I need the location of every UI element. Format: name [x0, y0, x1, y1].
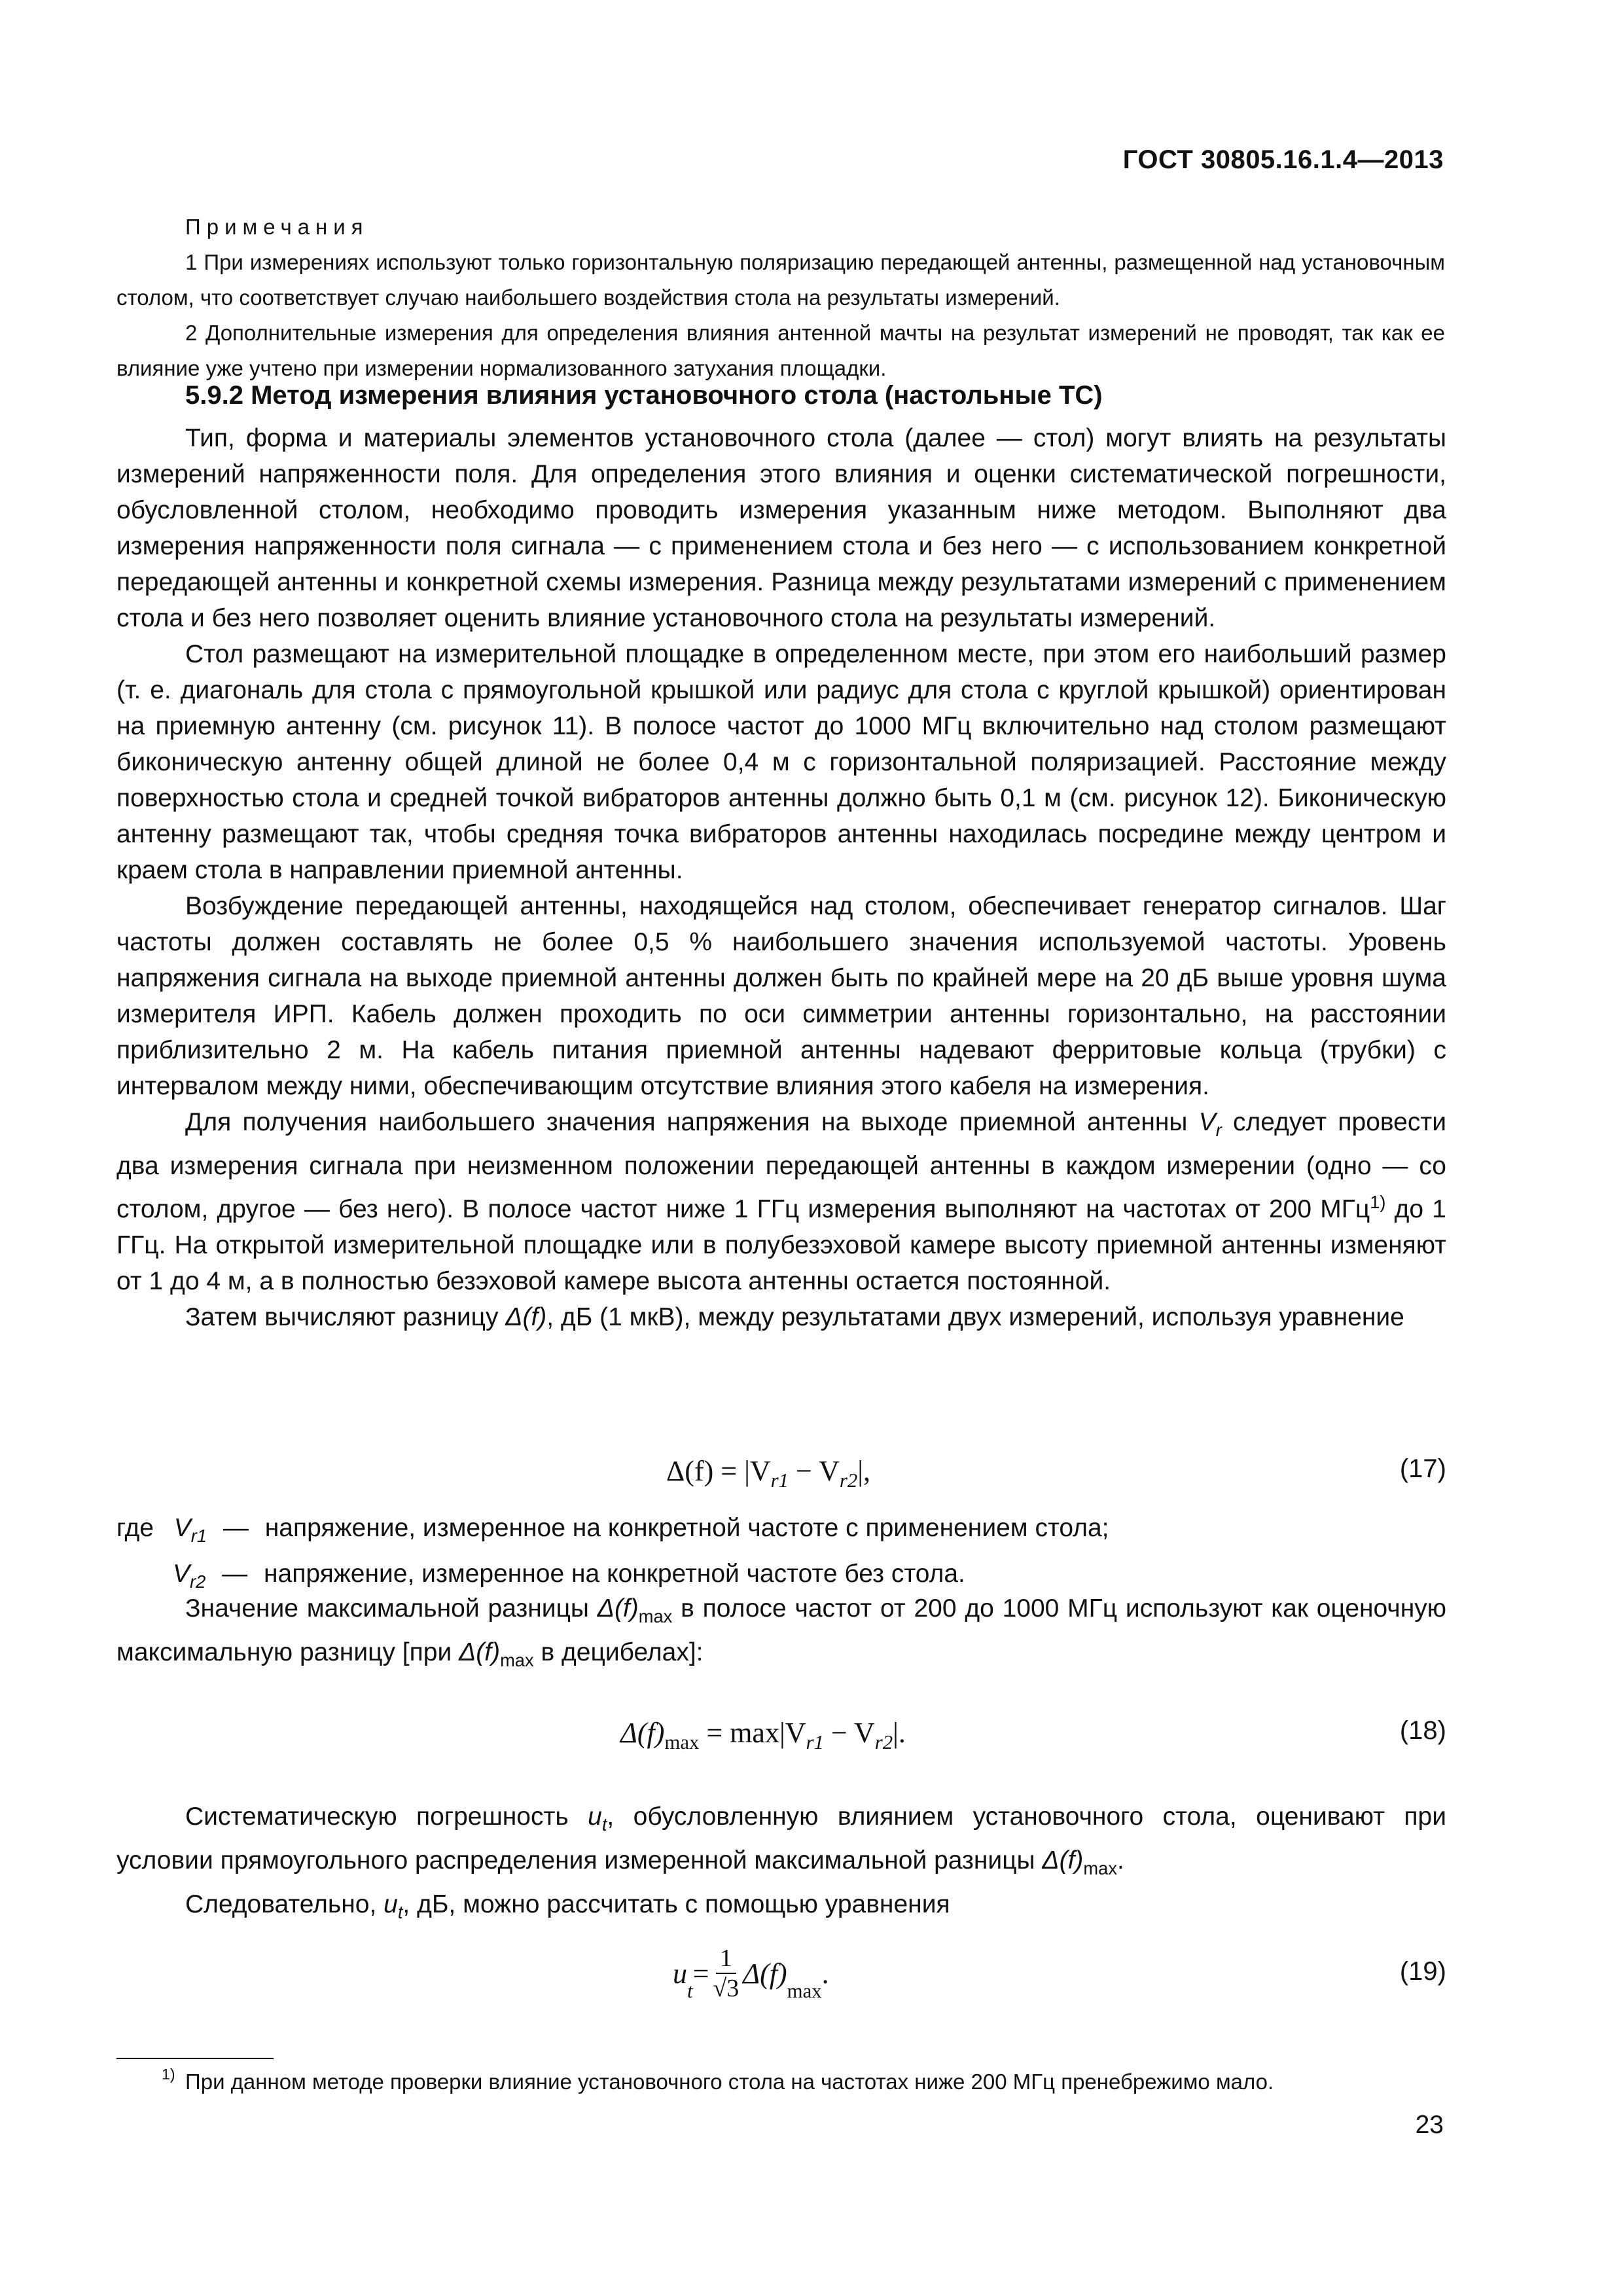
paragraph-6: Значение максимальной разницы $\Delta(f)_{max}$ в полосе частот от 200 до 1000 МГц используют как оценочную максимальную разницу [при $\Delta(f)_{max}$ в децибелах]:: [116, 1594, 1446, 1670]
notes-block: [116, 209, 1445, 386]
page-number: 23: [1415, 2111, 1444, 2139]
equation-17: [116, 1454, 1446, 1494]
where-row-1: где $V_{r1}$ — напряжение, измеренное на конкретной частоте с применением стола;: [116, 1514, 1109, 1546]
paragraph-3: Возбуждение передающей антенны, находящейся над столом, обеспечивает генератор сигналов. Шаг частоты должен составлять не более 0,5 % наибольшего значения используемой частоты. Уровень напряжения сигнала на выходе приемной антенны должен быть по крайней мере на 20 дБ выше уровня шума измерителя ИРП. Кабель должен проходить по оси симметрии антенны горизонтально, на расстоянии приблизительно 2 м. На кабель питания приемной антенны надевают ферритовые кольца (трубки) с интервалом между ними, обеспечивающим отсутствие влияния этого кабеля на измерения.: [116, 892, 1446, 1100]
note-item-2: 2 Дополнительные измерения для определения влияния антенной мачты на результат измерений не проводят, так как ее влияние уже учтено при измерении нормализованного затухания площадки.: [116, 321, 1445, 380]
paragraph-7-8-block: [116, 1799, 1446, 1929]
equation-17-expression: $\Delta(f) = |V_{r1} - V_{r2}|$,: [666, 1455, 871, 1492]
paragraph-5: Затем вычисляют разницу Δ(f), дБ (1 мкВ), между результатами двух измерений, используя уравнение: [185, 1302, 1404, 1331]
equation-17-number: (17): [1399, 1454, 1446, 1483]
paragraph-8: Следовательно, $u_t$, дБ, можно рассчитать с помощью уравнения: [185, 1890, 950, 1922]
section-title: 5.9.2 Метод измерения влияния установочного стола (настольные ТС): [185, 381, 1103, 410]
paragraph-2: Стол размещают на измерительной площадке в определенном месте, при этом его наибольший размер (т. е. диагональ для стола с прямоугольной крышкой или радиус для стола с круглой крышкой) ориентирован на приемную антенну (см. рисунок 11). В полосе частот до 1000 МГц включительно над столом размещают биконическую антенну общей длиной не более 0,4 м с горизонтальной поляризацией. Расстояние между поверхностью стола и средней точкой вибраторов антенны должно быть 0,1 м (см. рисунок 12). Биконическую антенну размещают так, чтобы средняя точка вибраторов антенны находилась посредине между центром и краем стола в направлении приемной антенны.: [116, 640, 1446, 884]
notes-title: Примечания: [185, 215, 369, 239]
equation-18: [116, 1716, 1446, 1755]
paragraph-1: Тип, форма и материалы элементов установочного стола (далее — стол) могут влиять на результаты измерений напряженности поля. Для определения этого влияния и оценки систематической погрешности, обусловленной столом, необходимо проводить измерения указанным ниже методом. Выполняют два измерения напряженности поля сигнала — с применением стола и без него — с использованием конкретной передающей антенны и конкретной схемы измерения. Разница между результатами измерений с применением стола и без него позволяет оценить влияние установочного стола на результаты измерений.: [116, 424, 1446, 632]
paragraph-4: Для получения наибольшего значения напряжения на выходе приемной антенны $V_r$ следует провести два измерения сигнала при неизменном положении передающей антенны в каждом измерении (одно — со столом, другое — без него). В полосе частот ниже 1 ГГц измерения выполняют на частотах от 200 МГц$^{1)}$ до 1 ГГц. На открытой измерительной площадке или в полубезэховой камере высоту приемной антенны изменяют от 1 до 4 м, а в полностью безэховой камере высота антенны остается постоянной.: [116, 1108, 1447, 1295]
footnote: 1) При данном методе проверки влияние установочного стола на частотах ниже 200 МГц пренебрежимо мало.: [162, 2066, 1274, 2094]
note-item-1: 1 При измерениях используют только горизонтальную поляризацию передающей антенны, размещенной над установочным столом, что соответствует случаю наибольшего воздействия стола на результаты измерений.: [116, 250, 1445, 310]
fraction: $\frac{1}{√3}$: [713, 1945, 740, 2002]
equation-18-expression: $\Delta(f)_{max} = \max|V_{r1} - V_{r2}|$.: [620, 1717, 906, 1753]
paragraph-6-block: [116, 1590, 1446, 1678]
standard-code: ГОСТ 30805.16.1.4—2013: [1122, 145, 1444, 174]
body-paragraphs: [116, 420, 1446, 1335]
equation-19-expression: u $_t$ = $\frac{1}{√3}$ Δ(f) $_{max}$ .: [673, 1945, 829, 2002]
where-row-2: $V_{r2}$ — напряжение, измеренное на конкретной частоте без стола.: [173, 1559, 965, 1592]
paragraph-7: Систематическую погрешность $u_t$, обусловленную влиянием установочного стола, оценивают при условии прямоугольного распределения измеренной максимальной разницы $\Delta(f)_{max}$.: [116, 1803, 1446, 1878]
footnote-divider: [116, 2058, 274, 2059]
equation-18-number: (18): [1399, 1716, 1446, 1745]
equation-19-number: (19): [1399, 1957, 1446, 1986]
where-list: [116, 1509, 1109, 1601]
equation-19: [116, 1939, 1446, 2011]
